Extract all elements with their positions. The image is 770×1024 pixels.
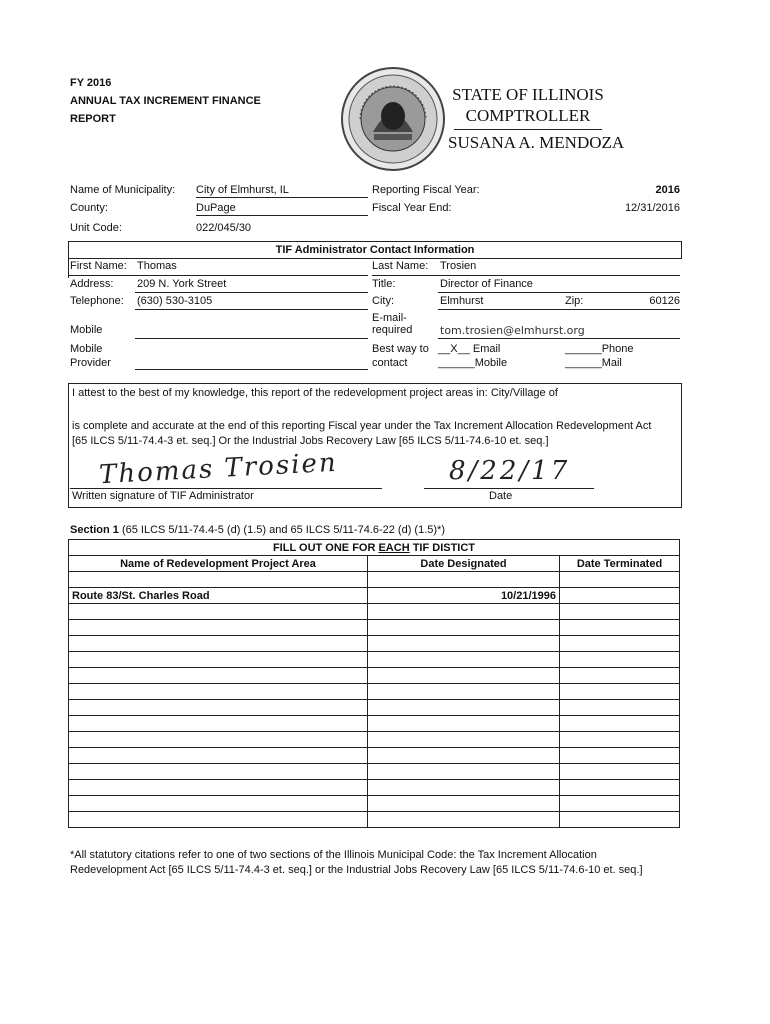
table-row xyxy=(69,700,680,716)
blank-rows xyxy=(68,603,680,828)
first-name-value: Thomas xyxy=(137,260,177,272)
telephone-value: (630) 530-3105 xyxy=(137,295,213,307)
attest-line1: I attest to the best of my knowledge, this report of the redevelopment project areas in: City/Village of xyxy=(72,387,558,399)
city-value: Elmhurst xyxy=(440,295,484,307)
signature-label: Written signature of TIF Administrator xyxy=(72,490,254,502)
county-value: DuPage xyxy=(196,202,368,216)
cell-designated xyxy=(368,572,560,588)
report-title-line3: REPORT xyxy=(70,113,116,125)
mobile-provider-label-1: Mobile xyxy=(70,343,103,355)
cell-terminated xyxy=(560,588,680,604)
table-row xyxy=(69,684,680,700)
fill-out-heading: FILL OUT ONE FOR EACH TIF DISTICT xyxy=(69,540,680,556)
email-label-1: E-mail- xyxy=(372,312,407,324)
mobile-provider-label-2: Provider xyxy=(70,357,111,369)
contact-option-mail: ______Mail xyxy=(565,357,622,369)
telephone-label: Telephone: xyxy=(70,295,124,307)
fiscal-year-value: 2016 xyxy=(655,184,680,196)
table-row xyxy=(69,668,680,684)
first-name-label: First Name: xyxy=(70,260,127,272)
contact-option-email: __X__ Email xyxy=(438,343,501,355)
cell-name: Route 83/St. Charles Road xyxy=(69,588,368,604)
signature-value: Thomas Trosien xyxy=(98,447,339,491)
report-title xyxy=(70,74,261,128)
mobile-label: Mobile xyxy=(70,324,103,336)
table-row xyxy=(69,652,680,668)
col-header-name: Name of Redevelopment Project Area xyxy=(69,556,368,572)
table-row xyxy=(69,620,680,636)
unit-code-value: 022/045/30 xyxy=(196,222,252,234)
attestation-box xyxy=(68,383,682,508)
date-value: 8/22/17 xyxy=(449,456,571,486)
col-header-designated: Date Designated xyxy=(368,556,560,572)
email-value: tom.trosien@elmhurst.org xyxy=(440,324,585,337)
cell-name xyxy=(69,572,368,588)
best-way-label-1: Best way to xyxy=(372,343,429,355)
col-header-terminated: Date Terminated xyxy=(560,556,680,572)
address-value: 209 N. York Street xyxy=(137,278,227,290)
table-row xyxy=(69,796,680,812)
municipality-value: City of Elmhurst, IL xyxy=(196,184,368,198)
contact-heading-box xyxy=(68,241,682,259)
cell-designated: 10/21/1996 xyxy=(368,588,560,604)
state-seal-icon xyxy=(340,66,446,172)
contact-option-mobile: ______Mobile xyxy=(438,357,508,369)
contact-option-phone: ______Phone xyxy=(565,343,634,355)
section1-heading-rest: (65 ILCS 5/11-74.4-5 (d) (1.5) and 65 ILCS 5/11-74.6-22 (d) (1.5)*) xyxy=(118,524,445,536)
report-title-line1: FY 2016 xyxy=(70,77,112,89)
last-name-value: Trosien xyxy=(440,260,477,272)
office-name: COMPTROLLER xyxy=(465,106,591,125)
last-name-label: Last Name: xyxy=(372,260,429,272)
fiscal-year-end-label: Fiscal Year End: xyxy=(372,202,452,214)
title-label: Title: xyxy=(372,278,396,290)
contact-heading: TIF Administrator Contact Information xyxy=(275,244,475,256)
cell-terminated xyxy=(560,572,680,588)
fiscal-year-label: Reporting Fiscal Year: xyxy=(372,184,480,196)
table-row xyxy=(69,604,680,620)
report-title-line2: ANNUAL TAX INCREMENT FINANCE xyxy=(70,95,261,107)
section1-table xyxy=(68,539,680,828)
zip-value: 60126 xyxy=(649,295,680,307)
attest-line3: [65 ILCS 5/11-74.4-3 et. seq.] Or the Industrial Jobs Recovery Law [65 ILCS 5/11-74.6-10 et. seq.] xyxy=(72,435,549,447)
section1-heading xyxy=(70,524,445,536)
section1-heading-bold: Section 1 xyxy=(70,524,119,536)
municipality-label: Name of Municipality: xyxy=(70,184,176,196)
fiscal-year-end-value: 12/31/2016 xyxy=(624,202,680,214)
table-row xyxy=(69,732,680,748)
table-row xyxy=(69,716,680,732)
table-row xyxy=(69,812,680,828)
best-way-label-2: contact xyxy=(372,357,408,369)
comptroller-block xyxy=(448,84,625,153)
city-label: City: xyxy=(372,295,394,307)
footnote-line1: *All statutory citations refer to one of two sections of the Illinois Municipal Code: the Tax Increment Allocation xyxy=(70,849,597,861)
table-row xyxy=(69,636,680,652)
attest-line2: is complete and accurate at the end of this reporting Fiscal year under the Tax Increment Allocation Redevelopment Act xyxy=(72,420,652,432)
unit-code-label: Unit Code: xyxy=(70,222,122,234)
table-row xyxy=(69,572,680,588)
date-label: Date xyxy=(489,490,513,502)
footnote-line2: Redevelopment Act [65 ILCS 5/11-74.4-3 et. seq.] or the Industrial Jobs Recovery Law [65 ILCS 5/11-74.6-10 et. seq.] xyxy=(70,864,643,876)
state-name: STATE OF ILLINOIS xyxy=(452,85,604,104)
table-row xyxy=(69,748,680,764)
county-label: County: xyxy=(70,202,108,214)
comptroller-name: SUSANA A. MENDOZA xyxy=(448,133,625,152)
address-label: Address: xyxy=(70,278,114,290)
footnote xyxy=(70,848,643,878)
email-label-2: required xyxy=(372,324,413,336)
table-row xyxy=(69,588,680,604)
zip-label: Zip: xyxy=(565,295,584,307)
table-row xyxy=(69,764,680,780)
table-row xyxy=(69,780,680,796)
title-value: Director of Finance xyxy=(440,278,533,290)
